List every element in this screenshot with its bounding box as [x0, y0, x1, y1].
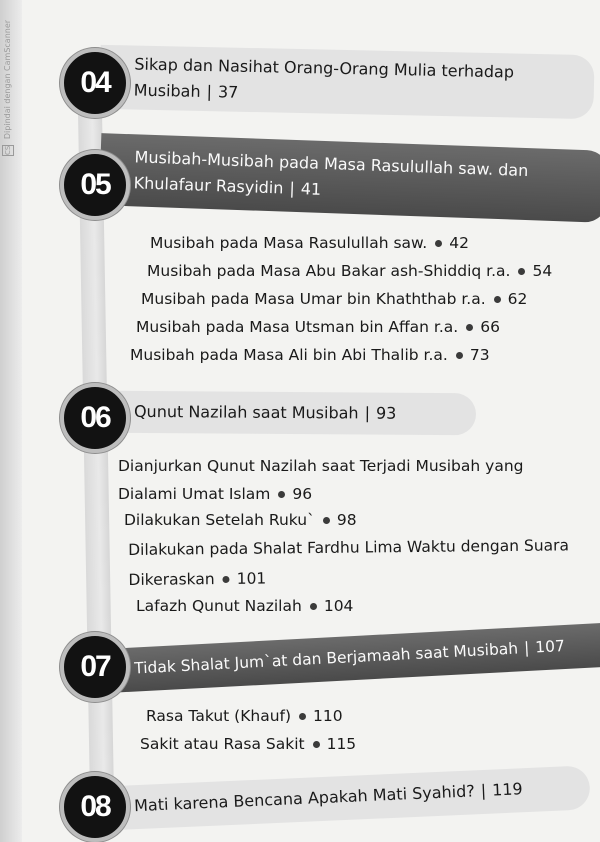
chapter-number-badge: 07 — [60, 632, 130, 702]
bullet-dot — [494, 296, 501, 303]
bullet-dot — [323, 517, 330, 524]
chapter-page: 119 — [491, 779, 524, 800]
chapter-title-banner — [99, 623, 600, 694]
toc-entry[interactable]: Musibah pada Masa Ali bin Abi Thalib r.a. 73 — [130, 346, 490, 364]
chapter-title: Mati karena Bencana Apakah Mati Syahid? | 119 — [133, 779, 524, 816]
toc-entry[interactable]: Dilakukan pada Shalat Fardhu Lima Waktu dengan Suara Dikeraskan 101 — [128, 536, 570, 589]
toc-entry[interactable]: Rasa Takut (Khauf) 110 — [146, 707, 343, 725]
entry-page: 54 — [532, 262, 553, 280]
scanner-watermark — [2, 6, 18, 156]
chapter-page: 37 — [217, 82, 239, 102]
toc-entry[interactable]: Sakit atau Rasa Sakit 115 — [140, 735, 357, 753]
entry-page: 98 — [336, 511, 357, 529]
bullet-dot — [278, 491, 285, 498]
toc-entry[interactable]: Lafazh Qunut Nazilah 104 — [136, 597, 354, 615]
chapter-title-banner — [99, 133, 600, 223]
chapter-title-banner — [99, 765, 590, 830]
toc-entry[interactable]: Dianjurkan Qunut Nazilah saat Terjadi Musibah yang Dialami Umat Islam 96 — [118, 457, 524, 503]
camscanner-logo: CS — [4, 145, 12, 155]
bullet-dot — [456, 352, 463, 359]
chapter-title: Musibah-Musibah pada Masa Rasulullah saw. dan Khulafaur Rasyidin | 41 — [133, 147, 529, 199]
chapter-title: Sikap dan Nasihat Orang-Orang Mulia terhadap Musibah | 37 — [133, 54, 515, 102]
bullet-dot — [310, 603, 317, 610]
chapter-page: 107 — [534, 637, 566, 657]
toc-entry[interactable]: Musibah pada Masa Utsman bin Affan r.a. 66 — [136, 318, 500, 336]
toc-entry[interactable]: Musibah pada Masa Rasulullah saw. 42 — [150, 234, 469, 252]
chapter-page: 41 — [300, 179, 322, 199]
bullet-dot — [223, 576, 230, 583]
toc-entry[interactable]: Musibah pada Masa Umar bin Khaththab r.a. 62 — [141, 290, 528, 308]
toc-entry[interactable]: Musibah pada Masa Abu Bakar ash-Shiddiq r.a. 54 — [147, 262, 553, 280]
chapter-title: Qunut Nazilah saat Musibah | 93 — [133, 401, 397, 423]
entry-page: 104 — [323, 597, 354, 615]
bullet-dot — [313, 741, 320, 748]
chapter-title-banner — [100, 391, 476, 436]
chapter-title: Tidak Shalat Jum`at dan Berjamaah saat Musibah | 107 — [133, 637, 566, 678]
bullet-dot — [466, 324, 473, 331]
entry-page: 42 — [449, 234, 469, 252]
chapter-number-badge: 04 — [60, 48, 130, 118]
chapter-title-banner — [99, 45, 594, 119]
bullet-dot — [299, 713, 306, 720]
entry-page: 110 — [313, 707, 343, 725]
entry-page: 96 — [292, 485, 313, 503]
entry-page: 115 — [326, 735, 357, 753]
watermark-text: Dipindai dengan CamScanner — [3, 19, 12, 140]
chapter-number-badge: 08 — [60, 772, 130, 842]
chapter-number-badge: 05 — [60, 150, 130, 220]
bullet-dot — [518, 268, 525, 275]
entry-page: 62 — [507, 290, 528, 308]
entry-page: 101 — [236, 569, 267, 588]
toc-entry[interactable]: Dilakukan Setelah Ruku` 98 — [124, 511, 357, 529]
entry-page: 73 — [469, 346, 490, 364]
chapter-number-badge: 06 — [60, 383, 130, 453]
entry-page: 66 — [480, 318, 500, 336]
bullet-dot — [435, 240, 442, 247]
chapter-page: 93 — [375, 403, 397, 423]
